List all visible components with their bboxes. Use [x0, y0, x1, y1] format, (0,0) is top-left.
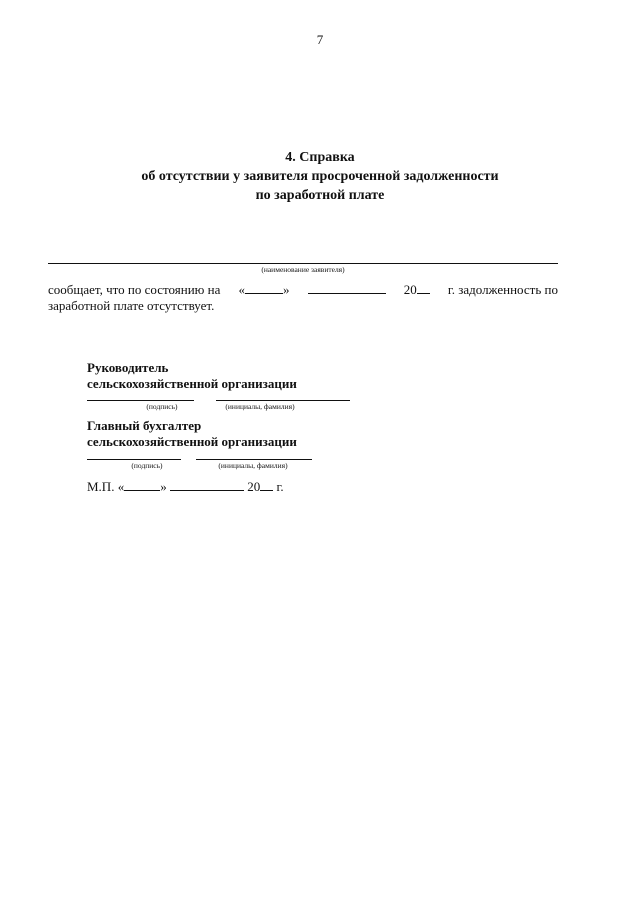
applicant-name-caption: (наименование заявителя) [261, 265, 345, 274]
body-line-2: заработной плате отсутствует. [48, 298, 215, 313]
head-title [87, 360, 297, 392]
body-line-1 [48, 282, 558, 298]
body-part-2: г. задолженность по [447, 282, 558, 297]
day-blank [245, 282, 283, 294]
body-paragraph [48, 282, 558, 314]
stamp-quote-close: » [160, 479, 167, 494]
document-title [0, 148, 640, 205]
head-name-line [216, 400, 350, 401]
year-blank [417, 282, 430, 294]
title-line-2: об отсутствии у заявителя просроченной задолженности [141, 169, 499, 184]
accountant-title [87, 418, 297, 450]
stamp-quote-open: « [117, 479, 125, 494]
page-number: 7 [316, 32, 324, 47]
title-line-1: 4. Справка [285, 150, 355, 165]
accountant-title-line-1: Главный бухгалтер [87, 418, 202, 433]
year-field [404, 282, 430, 298]
head-title-line-1: Руководитель [87, 360, 169, 375]
quote-open: « [238, 282, 245, 297]
stamp-year-prefix: 20 [247, 479, 261, 494]
applicant-name-line [48, 263, 558, 264]
stamp-month-blank [170, 479, 244, 491]
accountant-signature-caption: (подпись) [131, 461, 163, 470]
quote-close: » [282, 282, 290, 297]
accountant-title-line-2: сельскохозяйственной организации [87, 434, 297, 449]
date-field [238, 282, 289, 298]
body-part-1: сообщает, что по состоянию на [48, 282, 221, 297]
month-blank [308, 282, 386, 294]
stamp-year-suffix: г. [276, 479, 284, 494]
stamp-year-blank [260, 479, 273, 491]
year-prefix: 20 [403, 282, 417, 297]
head-name-caption: (инициалы, фамилия) [225, 402, 295, 411]
stamp-day-blank [124, 479, 160, 491]
head-signature-caption: (подпись) [146, 402, 178, 411]
accountant-name-line [196, 459, 312, 460]
accountant-signature-line [87, 459, 181, 460]
head-title-line-2: сельскохозяйственной организации [87, 376, 297, 391]
accountant-name-caption: (инициалы, фамилия) [218, 461, 288, 470]
head-signature-line [87, 400, 194, 401]
title-line-3: по заработной плате [255, 188, 385, 203]
stamp-date-line [87, 479, 284, 495]
stamp-label: М.П. [87, 479, 115, 494]
